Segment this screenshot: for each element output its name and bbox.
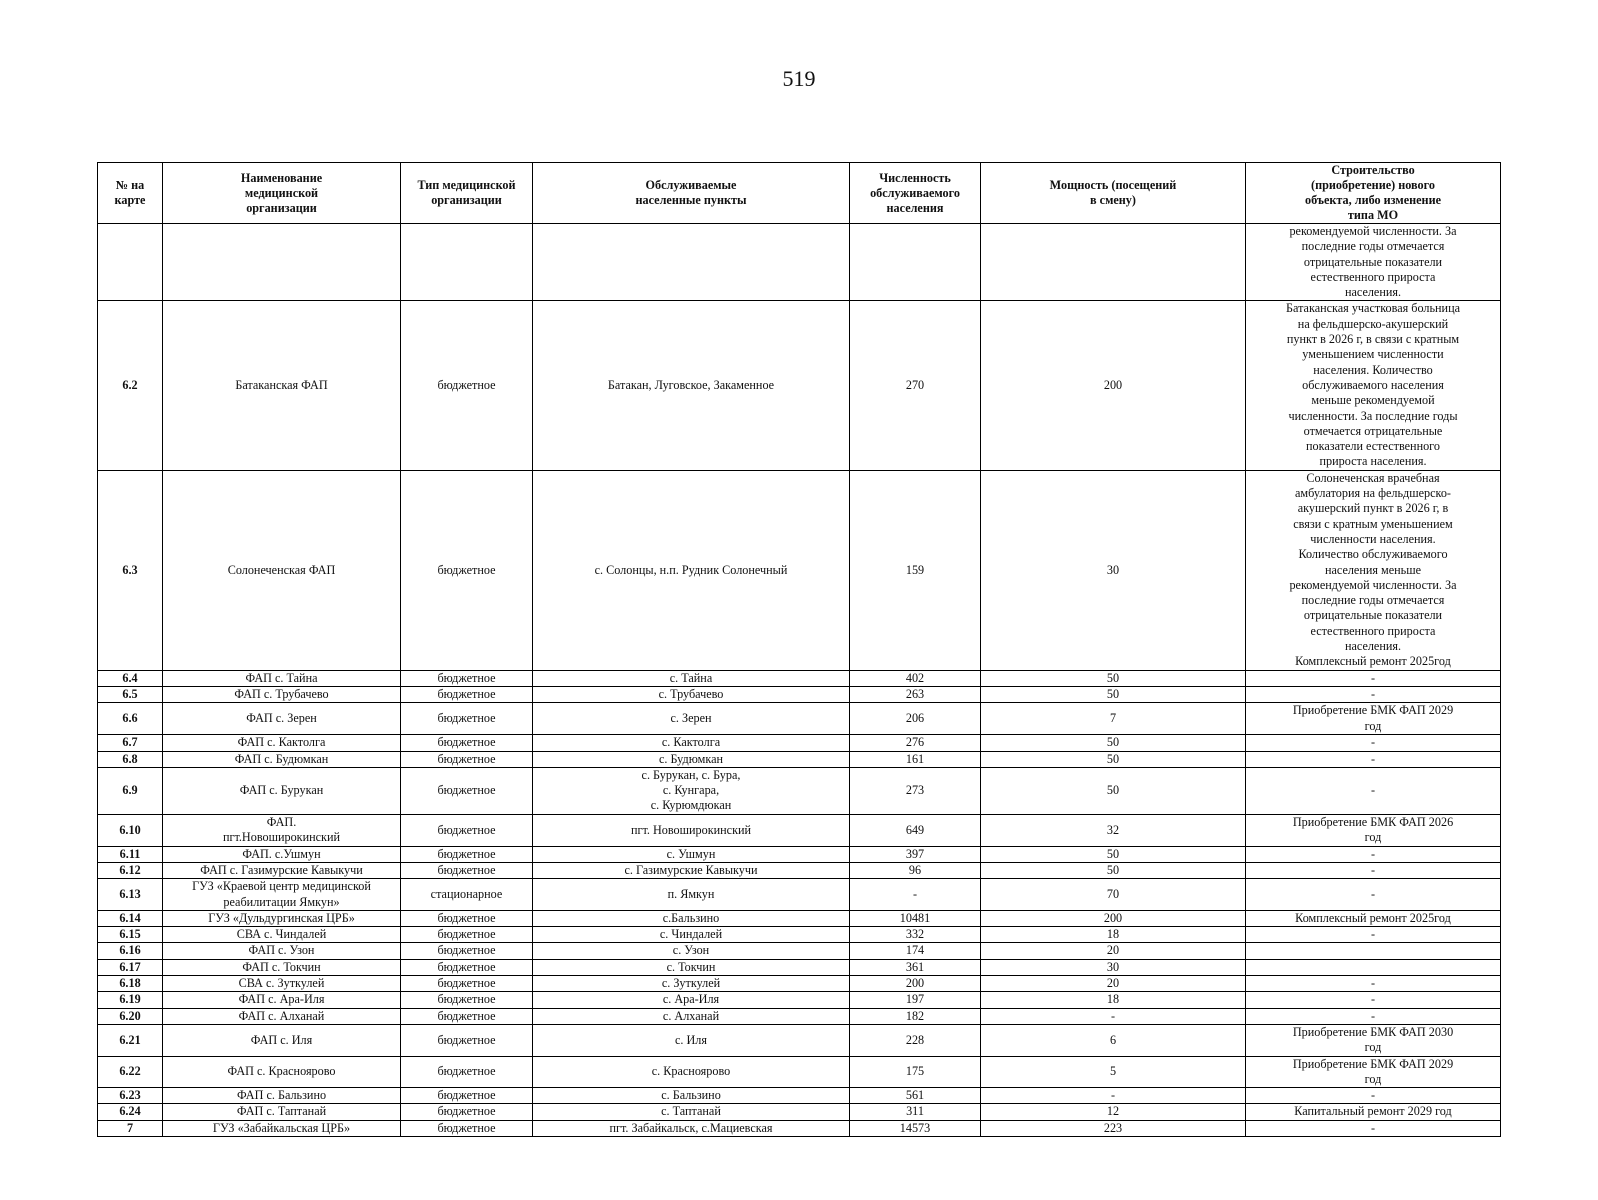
population-cell: 206 [850, 703, 981, 735]
settlements-cell: с. Бурукан, с. Бура, с. Кунгара, с. Курюмдюкан [533, 767, 850, 814]
construction-note-cell: Солонеченская врачебная амбулатория на фельдшерско- акушерский пункт в 2026 г, в связи с кратным уменьшением численности населения. Количество обслуживаемого населения меньше рекомендуемой численности. За последние годы отмечается отрицательные показатели естественного прироста населения. Комплексный ремонт 2025год [1246, 470, 1501, 670]
capacity-cell: 30 [981, 470, 1246, 670]
capacity-cell: 20 [981, 943, 1246, 959]
organization-type-cell: стационарное [401, 879, 533, 911]
table-header-row [98, 163, 1501, 224]
map-number-cell: 6.5 [98, 686, 163, 702]
construction-note-cell: - [1246, 862, 1501, 878]
population-cell: 182 [850, 1008, 981, 1024]
population-cell: 402 [850, 670, 981, 686]
settlements-cell: с. Солонцы, н.п. Рудник Солонечный [533, 470, 850, 670]
organization-type-cell: бюджетное [401, 1056, 533, 1088]
settlements-cell: пгт. Новоширокинский [533, 814, 850, 846]
map-number-cell [98, 224, 163, 301]
settlements-cell: пгт. Забайкальск, с.Мациевская [533, 1120, 850, 1136]
capacity-cell: 223 [981, 1120, 1246, 1136]
capacity-cell: 200 [981, 301, 1246, 470]
capacity-cell: 20 [981, 976, 1246, 992]
capacity-cell: 50 [981, 751, 1246, 767]
organization-type-cell: бюджетное [401, 992, 533, 1008]
table-row [98, 910, 1501, 926]
settlements-cell: с. Иля [533, 1024, 850, 1056]
organization-type-cell: бюджетное [401, 1120, 533, 1136]
table-row [98, 846, 1501, 862]
capacity-cell [981, 224, 1246, 301]
construction-note-cell: - [1246, 927, 1501, 943]
capacity-cell: 7 [981, 703, 1246, 735]
capacity-cell: 32 [981, 814, 1246, 846]
settlements-cell [533, 224, 850, 301]
population-cell: 161 [850, 751, 981, 767]
map-number-cell: 6.4 [98, 670, 163, 686]
construction-note-cell: - [1246, 976, 1501, 992]
organization-type-cell: бюджетное [401, 751, 533, 767]
table-row [98, 1104, 1501, 1120]
organization-name-cell: ФАП с. Иля [163, 1024, 401, 1056]
table-row [98, 224, 1501, 301]
construction-note-cell: - [1246, 1008, 1501, 1024]
organization-type-cell: бюджетное [401, 703, 533, 735]
settlements-cell: с. Красноярово [533, 1056, 850, 1088]
capacity-cell: 70 [981, 879, 1246, 911]
organization-name-cell: ФАП с. Кактолга [163, 735, 401, 751]
population-cell: 276 [850, 735, 981, 751]
capacity-cell: 6 [981, 1024, 1246, 1056]
organization-name-cell: ФАП с. Бурукан [163, 767, 401, 814]
facilities-table [97, 162, 1501, 1137]
settlements-cell: с. Токчин [533, 959, 850, 975]
population-cell: 561 [850, 1088, 981, 1104]
table-row [98, 1088, 1501, 1104]
settlements-cell: с. Чиндалей [533, 927, 850, 943]
organization-type-cell: бюджетное [401, 943, 533, 959]
population-cell: 200 [850, 976, 981, 992]
construction-note-cell: - [1246, 751, 1501, 767]
map-number-cell: 6.22 [98, 1056, 163, 1088]
table-row [98, 767, 1501, 814]
population-cell: - [850, 879, 981, 911]
construction-note-cell: - [1246, 846, 1501, 862]
construction-note-cell [1246, 943, 1501, 959]
settlements-cell: с. Ушмун [533, 846, 850, 862]
construction-note-cell: Батаканская участковая больница на фельдшерско-акушерский пункт в 2026 г, в связи с кратным уменьшением численности населения. Количество обслуживаемого населения меньше рекомендуемой численности. За последние годы отмечается отрицательные показатели естественного прироста населения. [1246, 301, 1501, 470]
table-row [98, 927, 1501, 943]
organization-name-cell: ФАП. с.Ушмун [163, 846, 401, 862]
capacity-cell: 50 [981, 670, 1246, 686]
capacity-cell: 50 [981, 767, 1246, 814]
map-number-cell: 6.23 [98, 1088, 163, 1104]
organization-type-cell: бюджетное [401, 1088, 533, 1104]
map-number-cell: 6.10 [98, 814, 163, 846]
organization-type-cell: бюджетное [401, 767, 533, 814]
header-organization-name: Наименование медицинской организации [163, 163, 401, 224]
capacity-cell: 18 [981, 927, 1246, 943]
organization-type-cell: бюджетное [401, 735, 533, 751]
table-body [98, 224, 1501, 1137]
population-cell: 270 [850, 301, 981, 470]
organization-name-cell: ФАП с. Будюмкан [163, 751, 401, 767]
population-cell: 332 [850, 927, 981, 943]
settlements-cell: Батакан, Луговское, Закаменное [533, 301, 850, 470]
organization-name-cell: ФАП с. Газимурские Кавыкучи [163, 862, 401, 878]
settlements-cell: с. Тайна [533, 670, 850, 686]
population-cell: 174 [850, 943, 981, 959]
table-row [98, 1024, 1501, 1056]
construction-note-cell [1246, 959, 1501, 975]
header-settlements: Обслуживаемые населенные пункты [533, 163, 850, 224]
header-construction: Строительство (приобретение) нового объекта, либо изменение типа МО [1246, 163, 1501, 224]
construction-note-cell: Приобретение БМК ФАП 2026 год [1246, 814, 1501, 846]
organization-name-cell: Батаканская ФАП [163, 301, 401, 470]
map-number-cell: 6.20 [98, 1008, 163, 1024]
map-number-cell: 6.13 [98, 879, 163, 911]
population-cell: 311 [850, 1104, 981, 1120]
settlements-cell: с. Бальзино [533, 1088, 850, 1104]
population-cell: 175 [850, 1056, 981, 1088]
population-cell: 159 [850, 470, 981, 670]
construction-note-cell: - [1246, 879, 1501, 911]
settlements-cell: с. Ара-Иля [533, 992, 850, 1008]
map-number-cell: 6.6 [98, 703, 163, 735]
capacity-cell: 18 [981, 992, 1246, 1008]
capacity-cell: 30 [981, 959, 1246, 975]
construction-note-cell: рекомендуемой численности. За последние годы отмечается отрицательные показатели естественного прироста населения. [1246, 224, 1501, 301]
map-number-cell: 6.14 [98, 910, 163, 926]
capacity-cell: 200 [981, 910, 1246, 926]
header-capacity: Мощность (посещений в смену) [981, 163, 1246, 224]
capacity-cell: 50 [981, 846, 1246, 862]
organization-name-cell: ГУЗ «Забайкальская ЦРБ» [163, 1120, 401, 1136]
organization-type-cell: бюджетное [401, 976, 533, 992]
construction-note-cell: - [1246, 767, 1501, 814]
construction-note-cell: - [1246, 735, 1501, 751]
table-row [98, 959, 1501, 975]
capacity-cell: 5 [981, 1056, 1246, 1088]
organization-name-cell: ФАП с. Токчин [163, 959, 401, 975]
map-number-cell: 6.9 [98, 767, 163, 814]
table-row [98, 670, 1501, 686]
organization-type-cell: бюджетное [401, 301, 533, 470]
organization-type-cell: бюджетное [401, 470, 533, 670]
population-cell: 263 [850, 686, 981, 702]
construction-note-cell: Комплексный ремонт 2025год [1246, 910, 1501, 926]
map-number-cell: 6.12 [98, 862, 163, 878]
organization-type-cell: бюджетное [401, 1024, 533, 1056]
table-row [98, 862, 1501, 878]
organization-type-cell: бюджетное [401, 910, 533, 926]
organization-type-cell: бюджетное [401, 1104, 533, 1120]
settlements-cell: с.Бальзино [533, 910, 850, 926]
organization-name-cell: ФАП с. Красноярово [163, 1056, 401, 1088]
organization-type-cell [401, 224, 533, 301]
construction-note-cell: - [1246, 1120, 1501, 1136]
table-row [98, 751, 1501, 767]
settlements-cell: с. Кактолга [533, 735, 850, 751]
header-map-number: № на карте [98, 163, 163, 224]
construction-note-cell: Приобретение БМК ФАП 2029 год [1246, 1056, 1501, 1088]
capacity-cell: 12 [981, 1104, 1246, 1120]
header-population: Численность обслуживаемого населения [850, 163, 981, 224]
construction-note-cell: - [1246, 992, 1501, 1008]
map-number-cell: 6.18 [98, 976, 163, 992]
settlements-cell: с. Трубачево [533, 686, 850, 702]
settlements-cell: с. Зерен [533, 703, 850, 735]
table-row [98, 686, 1501, 702]
organization-name-cell: ФАП с. Зерен [163, 703, 401, 735]
capacity-cell: 50 [981, 735, 1246, 751]
population-cell: 197 [850, 992, 981, 1008]
population-cell: 14573 [850, 1120, 981, 1136]
population-cell: 96 [850, 862, 981, 878]
map-number-cell: 6.19 [98, 992, 163, 1008]
organization-name-cell: ФАП. пгт.Новоширокинский [163, 814, 401, 846]
organization-type-cell: бюджетное [401, 846, 533, 862]
settlements-cell: с. Газимурские Кавыкучи [533, 862, 850, 878]
capacity-cell: - [981, 1008, 1246, 1024]
construction-note-cell: Приобретение БМК ФАП 2029 год [1246, 703, 1501, 735]
organization-name-cell: ГУЗ «Краевой центр медицинской реабилитации Ямкун» [163, 879, 401, 911]
organization-name-cell: ФАП с. Тайна [163, 670, 401, 686]
map-number-cell: 6.15 [98, 927, 163, 943]
table-row [98, 1056, 1501, 1088]
organization-name-cell: Солонеченская ФАП [163, 470, 401, 670]
construction-note-cell: - [1246, 686, 1501, 702]
organization-type-cell: бюджетное [401, 927, 533, 943]
capacity-cell: 50 [981, 862, 1246, 878]
construction-note-cell: - [1246, 1088, 1501, 1104]
settlements-cell: с. Узон [533, 943, 850, 959]
header-organization-type: Тип медицинской организации [401, 163, 533, 224]
map-number-cell: 6.21 [98, 1024, 163, 1056]
table-row [98, 976, 1501, 992]
table-row [98, 992, 1501, 1008]
capacity-cell: - [981, 1088, 1246, 1104]
page-number: 519 [782, 66, 816, 91]
population-cell [850, 224, 981, 301]
population-cell: 397 [850, 846, 981, 862]
map-number-cell: 6.7 [98, 735, 163, 751]
organization-type-cell: бюджетное [401, 814, 533, 846]
population-cell: 649 [850, 814, 981, 846]
organization-type-cell: бюджетное [401, 959, 533, 975]
map-number-cell: 6.16 [98, 943, 163, 959]
population-cell: 273 [850, 767, 981, 814]
map-number-cell: 6.11 [98, 846, 163, 862]
map-number-cell: 7 [98, 1120, 163, 1136]
organization-name-cell: ФАП с. Трубачево [163, 686, 401, 702]
capacity-cell: 50 [981, 686, 1246, 702]
organization-type-cell: бюджетное [401, 686, 533, 702]
map-number-cell: 6.3 [98, 470, 163, 670]
table-row [98, 1008, 1501, 1024]
settlements-cell: с. Таптанай [533, 1104, 850, 1120]
organization-name-cell [163, 224, 401, 301]
table-row [98, 879, 1501, 911]
table-row [98, 301, 1501, 470]
organization-type-cell: бюджетное [401, 1008, 533, 1024]
organization-name-cell: ГУЗ «Дульдургинская ЦРБ» [163, 910, 401, 926]
map-number-cell: 6.8 [98, 751, 163, 767]
organization-name-cell: ФАП с. Алханай [163, 1008, 401, 1024]
settlements-cell: с. Алханай [533, 1008, 850, 1024]
organization-name-cell: СВА с. Чиндалей [163, 927, 401, 943]
population-cell: 10481 [850, 910, 981, 926]
organization-type-cell: бюджетное [401, 670, 533, 686]
organization-name-cell: ФАП с. Узон [163, 943, 401, 959]
table-row [98, 703, 1501, 735]
map-number-cell: 6.24 [98, 1104, 163, 1120]
settlements-cell: с. Будюмкан [533, 751, 850, 767]
construction-note-cell: Капитальный ремонт 2029 год [1246, 1104, 1501, 1120]
construction-note-cell: - [1246, 670, 1501, 686]
organization-name-cell: ФАП с. Бальзино [163, 1088, 401, 1104]
table-row [98, 814, 1501, 846]
map-number-cell: 6.17 [98, 959, 163, 975]
organization-name-cell: ФАП с. Таптанай [163, 1104, 401, 1120]
settlements-cell: с. Зуткулей [533, 976, 850, 992]
settlements-cell: п. Ямкун [533, 879, 850, 911]
table-row [98, 1120, 1501, 1136]
table-row [98, 470, 1501, 670]
population-cell: 361 [850, 959, 981, 975]
organization-type-cell: бюджетное [401, 862, 533, 878]
table-row [98, 735, 1501, 751]
population-cell: 228 [850, 1024, 981, 1056]
table-row [98, 943, 1501, 959]
organization-name-cell: ФАП с. Ара-Иля [163, 992, 401, 1008]
map-number-cell: 6.2 [98, 301, 163, 470]
organization-name-cell: СВА с. Зуткулей [163, 976, 401, 992]
construction-note-cell: Приобретение БМК ФАП 2030 год [1246, 1024, 1501, 1056]
